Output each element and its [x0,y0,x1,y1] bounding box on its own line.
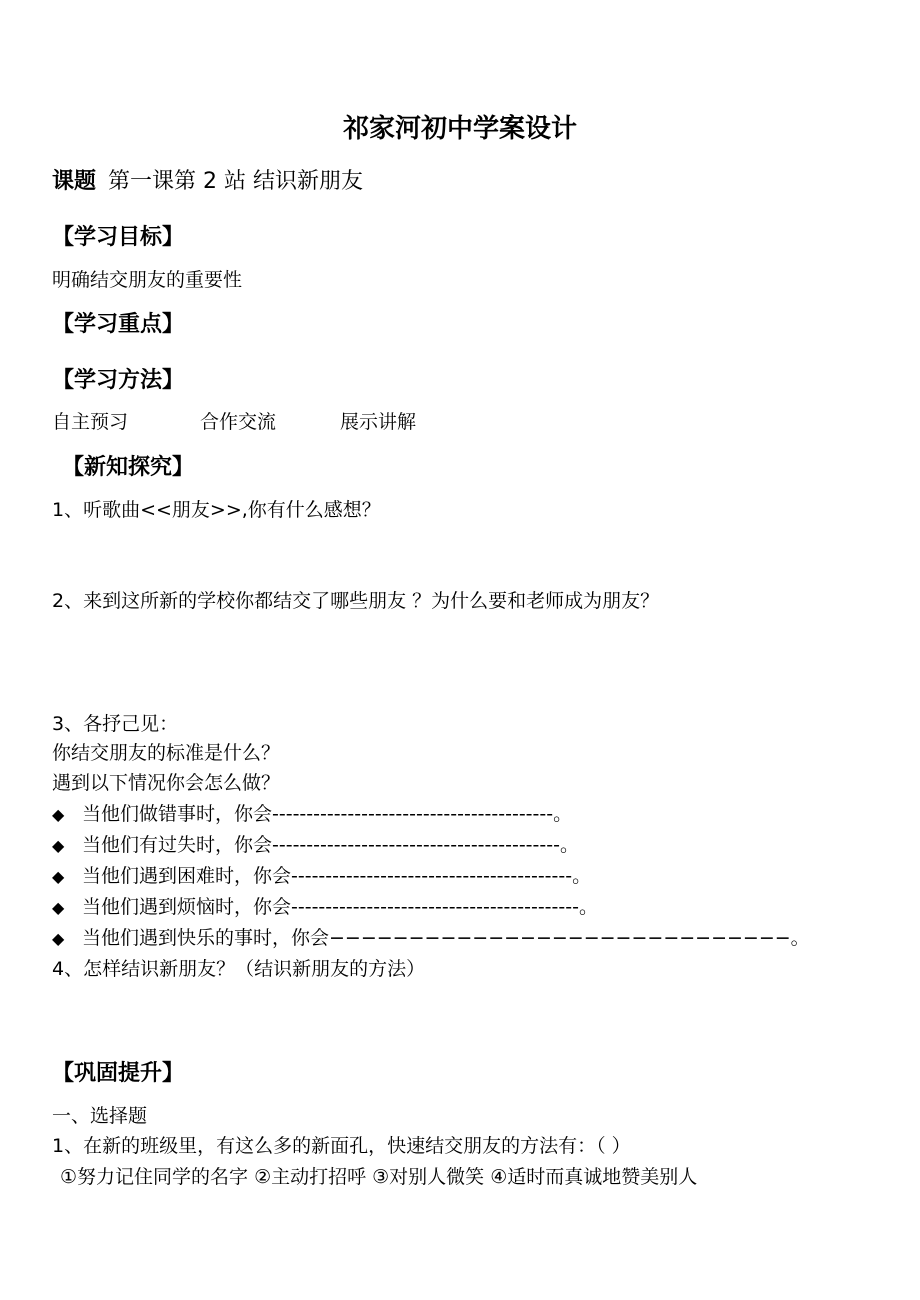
diamond-bullet-icon: ◆ [52,929,65,948]
consolidate-heading: 【巩固提升】 [52,1061,185,1086]
question-3-line-1: 你结交朋友的标准是什么？ [52,742,281,764]
diamond-bullet-icon: ◆ [52,805,65,824]
subject-text: 第一课第 2 站 结识新朋友 [108,169,363,194]
diamond-bullet-icon: ◆ [52,867,65,886]
bullet-item [52,861,591,888]
bullet-text: 当他们做错事时，你会-----------------------------------------。 [82,803,573,825]
goals-text: 明确结交朋友的重要性 [52,269,243,291]
method-heading: 【学习方法】 [52,368,185,393]
diamond-bullet-icon: ◆ [52,836,65,855]
bullet-text: 当他们遇到困难时，你会-----------------------------------------。 [82,865,592,887]
bullet-item [52,830,579,857]
mc-question-1: 1、在新的班级里，有这么多的新面孔，快速结交朋友的方法有：（ ） [52,1135,631,1157]
explore-heading: 【新知探究】 [62,455,195,480]
bullet-text: 当他们遇到烦恼时，你会------------------------------------------。 [82,896,598,918]
mc-question-1-options: ①努力记住同学的名字 ②主动打招呼 ③对别人微笑 ④适时而真诚地赞美别人 [60,1166,698,1188]
method-item-2: 合作交流 [200,411,277,433]
method-item-3: 展示讲解 [340,411,417,433]
bullet-item [52,799,572,826]
bullet-text: 当他们有过失时，你会------------------------------------------。 [82,834,579,856]
bullet-item [52,892,598,919]
question-3: 3、各抒己见： [52,713,179,735]
question-1: 1、听歌曲<<朋友>>,你有什么感想？ [52,499,381,521]
method-item-1: 自主预习 [52,411,129,433]
question-2: 2、来到这所新的学校你都结交了哪些朋友 ？为什么要和老师成为朋友？ [52,590,660,612]
question-3-line-2: 遇到以下情况你会怎么做？ [52,772,281,794]
page-title: 祁家河初中学案设计 [342,114,577,144]
subject-label: 课题 [52,169,97,194]
bullet-text: 当他们遇到快乐的事时，你会−−−−−−−−−−−−−−−−−−−−−−−−−−−−−。 [82,927,810,949]
question-4: 4、怎样结识新朋友？（结识新朋友的方法） [52,958,426,980]
section-one: 一、选择题 [52,1105,148,1127]
goals-heading: 【学习目标】 [52,225,185,250]
diamond-bullet-icon: ◆ [52,898,65,917]
subject-line [52,164,363,195]
focus-heading: 【学习重点】 [52,312,185,337]
bullet-item [52,923,810,950]
